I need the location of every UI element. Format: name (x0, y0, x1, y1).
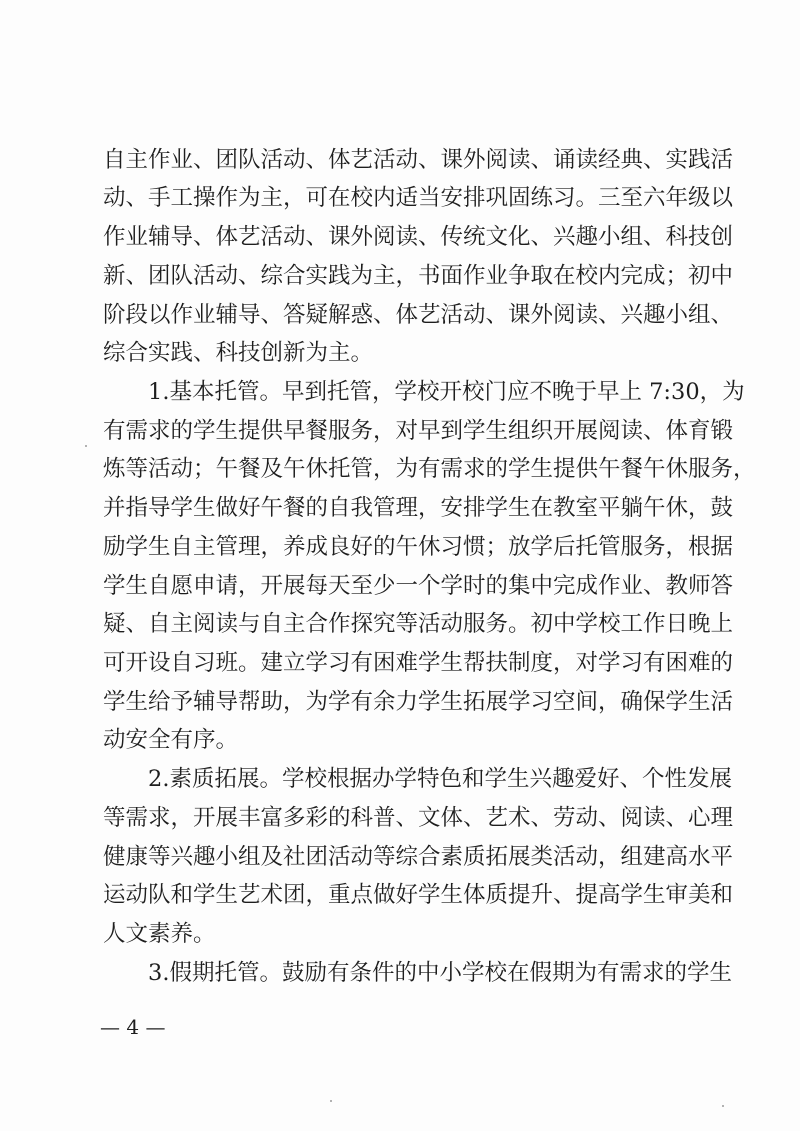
text-line: 健康等兴趣小组及社团活动等综合素质拓展类活动，组建高水平 (103, 844, 734, 870)
text-line: 动、手工操作为主，可在校内适当安排巩固练习。三至六年级以 (103, 185, 734, 211)
scan-speck (330, 1100, 332, 1102)
text-line: 学生给予辅导帮助，为学有余力学生拓展学习空间，确保学生活 (103, 689, 734, 715)
text-line: 自主作业、团队活动、体艺活动、课外阅读、诵读经典、实践活 (103, 147, 734, 173)
scan-speck (85, 445, 87, 447)
text-line: 有需求的学生提供早餐服务，对早到学生组织开展阅读、体育锻 (103, 418, 734, 444)
text-line: 励学生自主管理，养成良好的午休习惯；放学后托管服务，根据 (103, 534, 734, 560)
text-line: 人文素养。 (103, 921, 216, 947)
text-line: 学生自愿申请，开展每天至少一个学时的集中完成作业、教师答 (103, 573, 734, 599)
text-line: 作业辅导、体艺活动、课外阅读、传统文化、兴趣小组、科技创 (103, 224, 734, 250)
text-line: 炼等活动；午餐及午休托管，为有需求的学生提供午餐午休服务， (103, 456, 756, 482)
text-line: 动安全有序。 (103, 727, 239, 753)
text-line: 新、团队活动、综合实践为主，书面作业争取在校内完成；初中 (103, 263, 734, 289)
text-line: 综合实践、科技创新为主。 (103, 340, 374, 366)
text-line: 等需求，开展丰富多彩的科普、文体、艺术、劳动、阅读、心理 (103, 805, 734, 831)
text-line: 2.素质拓展。学校根据办学特色和学生兴趣爱好、个性发展 (148, 766, 732, 792)
scan-speck (722, 1105, 724, 1107)
text-line: 疑、自主阅读与自主合作探究等活动服务。初中学校工作日晚上 (103, 611, 734, 637)
text-line: 运动队和学生艺术团，重点做好学生体质提升、提高学生审美和 (103, 882, 734, 908)
text-line: 阶段以作业辅导、答疑解惑、体艺活动、课外阅读、兴趣小组、 (103, 302, 734, 328)
page-number: — 4 — (100, 1015, 166, 1039)
text-line: 3.假期托管。鼓励有条件的中小学校在假期为有需求的学生 (148, 960, 732, 986)
text-line: 1.基本托管。早到托管，学校开校门应不晚于早上 7:30，为 (148, 379, 745, 405)
text-line: 可开设自习班。建立学习有困难学生帮扶制度，对学习有困难的 (103, 650, 734, 676)
text-line: 并指导学生做好午餐的自我管理，安排学生在教室平躺午休，鼓 (103, 495, 734, 521)
